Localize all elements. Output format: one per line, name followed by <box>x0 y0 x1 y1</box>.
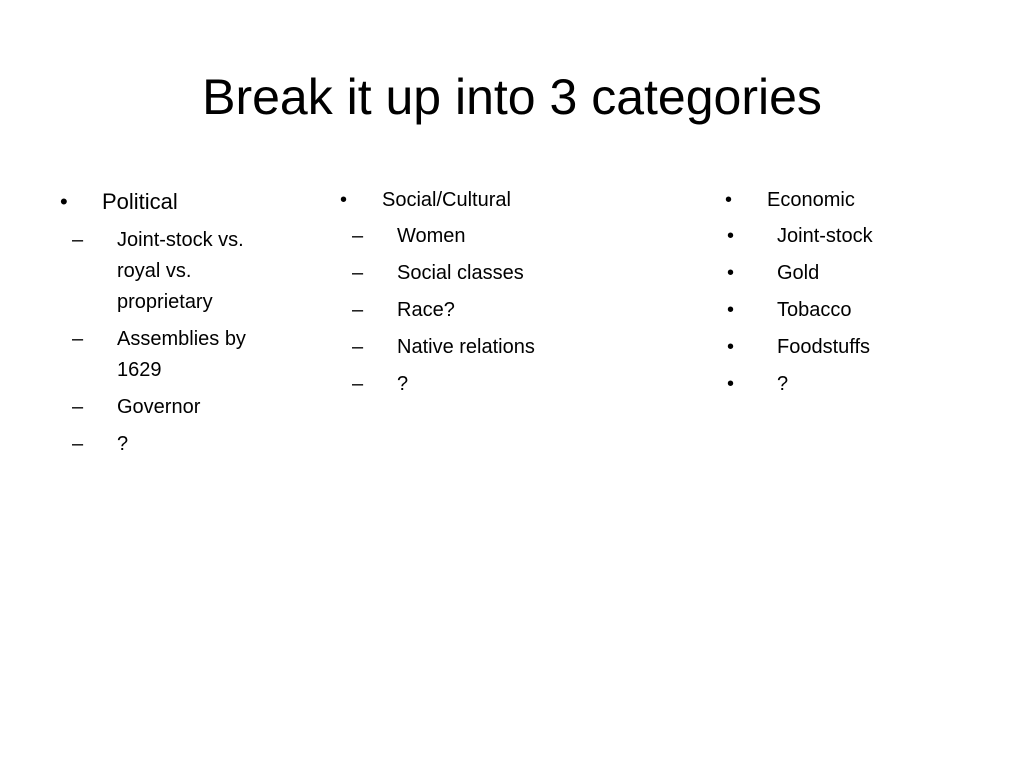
economic-item-text: Gold <box>777 262 820 284</box>
list-item <box>352 369 640 400</box>
list-item <box>727 295 1005 326</box>
bullet-icon: • <box>727 336 735 358</box>
political-heading-item <box>60 185 300 219</box>
economic-item-text: Joint-stock <box>777 225 873 247</box>
dash-icon: – <box>352 373 364 395</box>
bullet-icon: • <box>60 189 68 214</box>
social-item-text: Race? <box>397 299 455 321</box>
social-item-text: ? <box>397 373 409 395</box>
political-heading: Political <box>102 189 178 214</box>
slide-title: Break it up into 3 categories <box>202 69 822 125</box>
list-item <box>352 221 640 252</box>
economic-item-text: Tobacco <box>777 299 852 321</box>
list-item <box>72 429 247 460</box>
dash-icon: – <box>72 433 84 455</box>
dash-icon: – <box>352 225 364 247</box>
dash-icon: – <box>352 262 364 284</box>
list-item <box>727 258 1005 289</box>
list-item <box>727 332 1005 363</box>
dash-icon: – <box>72 396 84 418</box>
list-item <box>352 258 640 289</box>
list-item <box>352 295 640 326</box>
economic-item-text: ? <box>777 373 789 395</box>
list-item <box>352 332 640 363</box>
list-item <box>72 392 247 423</box>
political-item-text: Assemblies by 1629 <box>117 328 246 381</box>
dash-icon: – <box>352 299 364 321</box>
political-item-text: ? <box>117 433 129 455</box>
bullet-icon: • <box>727 299 735 321</box>
economic-heading-item <box>725 185 1005 215</box>
social-item-text: Social classes <box>397 262 524 284</box>
social-column <box>340 185 640 400</box>
dash-icon: – <box>352 336 364 358</box>
bullet-icon: • <box>727 373 735 395</box>
list-item <box>727 369 1005 400</box>
bullet-icon: • <box>727 225 735 247</box>
social-heading: Social/Cultural <box>382 189 511 211</box>
bullet-icon: • <box>725 189 733 211</box>
economic-column <box>725 185 1005 400</box>
political-column <box>60 185 300 460</box>
list-item <box>72 324 247 386</box>
dash-icon: – <box>72 328 84 350</box>
political-item-text: Governor <box>117 396 201 418</box>
economic-heading: Economic <box>767 189 855 211</box>
list-item <box>72 225 247 318</box>
economic-item-text: Foodstuffs <box>777 336 871 358</box>
social-item-text: Women <box>397 225 466 247</box>
social-item-text: Native relations <box>397 336 535 358</box>
dash-icon: – <box>72 229 84 251</box>
bullet-icon: • <box>340 189 348 211</box>
list-item <box>727 221 1005 252</box>
bullet-icon: • <box>727 262 735 284</box>
social-heading-item <box>340 185 640 215</box>
political-item-text: Joint-stock vs. royal vs. proprietary <box>117 229 244 313</box>
